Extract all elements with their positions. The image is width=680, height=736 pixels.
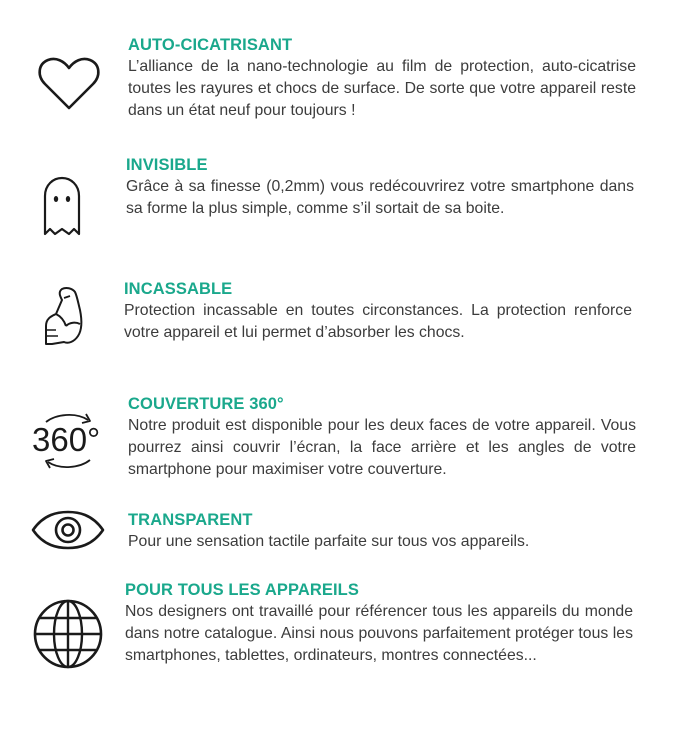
feature-description: Nos designers ont travaillé pour référencer tous les appareils du monde dans notre catalogue. Ainsi nous pouvons parfaitement protéger tous les smartphones, tablettes, ordinateurs, montres connectées... <box>125 603 633 664</box>
feature-title: COUVERTURE 360° <box>128 395 284 413</box>
feature-title: TRANSPARENT <box>128 511 253 529</box>
eye-icon <box>30 510 106 550</box>
feature-title: AUTO-CICATRISANT <box>128 36 293 54</box>
feature-description: Pour une sensation tactile parfaite sur tous vos appareils. <box>128 533 530 550</box>
feature-title: POUR TOUS LES APPAREILS <box>125 581 359 599</box>
feature-title: INVISIBLE <box>126 156 208 174</box>
feature-title: INCASSABLE <box>124 280 233 298</box>
feature-description: L’alliance de la nano-technologie au film de protection, auto-cicatrise toutes les rayures et chocs de surface. De sorte que votre appareil reste dans un état neuf pour toujours ! <box>128 58 636 119</box>
rotate-360-label: 360° <box>32 421 101 458</box>
rotate-360-icon <box>32 408 112 474</box>
flexed-arm-icon <box>42 286 88 348</box>
feature-description: Protection incassable en toutes circonstances. La protection renforce votre appareil et lui permet d’absorber les chocs. <box>124 302 632 341</box>
feature-description: Grâce à sa finesse (0,2mm) vous redécouvrirez votre smartphone dans sa forme la plus simple, comme s’il sortait de sa boite. <box>126 178 634 217</box>
ghost-icon <box>42 176 82 238</box>
globe-icon <box>32 598 104 670</box>
heart-icon <box>38 56 100 112</box>
feature-description: Notre produit est disponible pour les deux faces de votre appareil. Vous pourrez ainsi couvrir l’écran, la face arrière et les angles de votre smartphone pour maximiser votre couverture. <box>128 417 636 478</box>
